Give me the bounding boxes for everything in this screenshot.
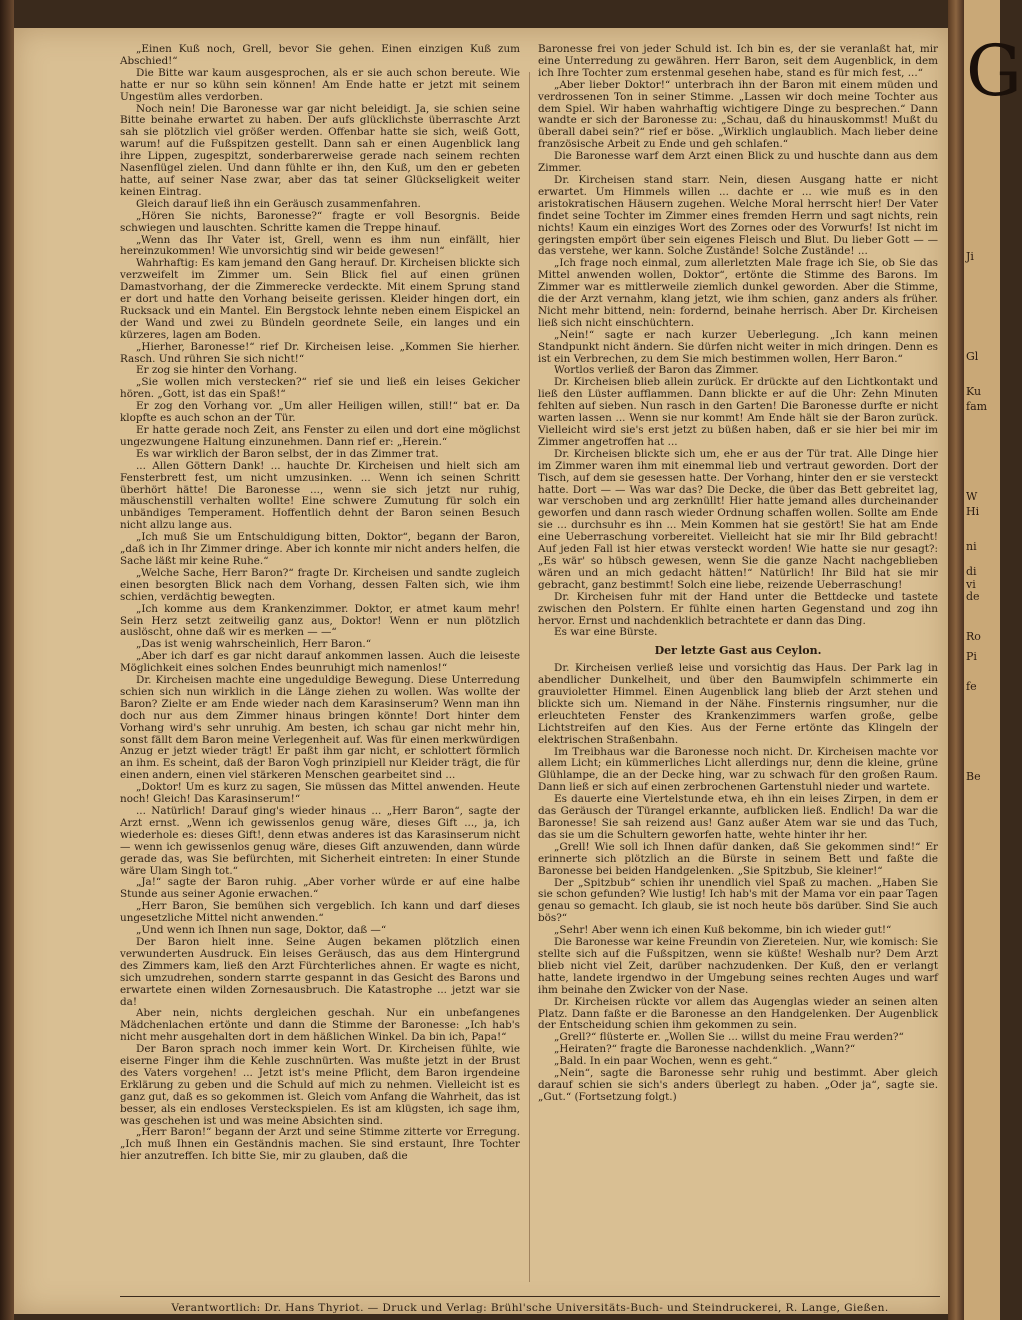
adjacent-page-fragment: vi <box>966 578 976 591</box>
paragraph: Dr. Kircheisen machte eine ungeduldige Bewegung. Diese Unterredung schien sich nun wirklich in die Länge ziehen zu wollen. Was wollte der Baron? Zielte er am Ende wieder nach dem Karasinserum? Wenn man ihn doch nur aus dem Zimmer hinaus bringen könnte! Dort hinter dem Vorhang wird's sehr unruhig. Am besten, ich schau gar nicht mehr hin, sonst fällt dem Baron meine Verlegenheit auf. Was für einen merkwürdigen Anzug er jetzt wieder trägt! Er paßt ihm gar nicht, er schlottert förmlich an ihm. Es scheint, daß der Baron Vogh prinzipiell nur Kleider trägt, die für einen andern, einen viel stärkeren Menschen gearbeitet sind ... <box>120 674 520 782</box>
paragraph: „Aber ich darf es gar nicht darauf ankommen lassen. Auch die leiseste Möglichkeit eines solchen Endes beunruhigt mich namenlos!“ <box>120 650 520 675</box>
paragraph: Noch nein! Die Baronesse war gar nicht beleidigt. Ja, sie schien seine Bitte beinahe erwartet zu haben. Der aufs glücklichste überraschte Arzt sah sie plötzlich viel größer werden. Offenbar hatte sie sich, weiß Gott, warum! auf die Fußspitzen gestellt. Dann sah er einen Augenblick lang ihre Lippen, zugespitzt, sonderbarerweise gerade nach seinem rechten Nasenflügel zielen. Und dann fühlte er ihn, den Kuß, um den er gebeten hatte, auf seiner Nase zwar, aber das tat seiner Glückseligkeit weiter keinen Eintrag. <box>120 102 520 198</box>
adjacent-page-fragment: fe <box>966 680 977 693</box>
paragraph: „Einen Kuß noch, Grell, bevor Sie gehen. Einen einzigen Kuß zum Abschied!“ <box>120 43 520 67</box>
paragraph: „Nein!“ sagte er nach kurzer Ueberlegung. „Ich kann meinen Standpunkt nicht ändern. Sie dürfen nicht weiter in mich dringen. Denn es ist ein Verbrechen, zu dem Sie mich bestimmen wollen, Herr Baron.“ <box>538 328 938 365</box>
adjacent-page-fragment: Hi <box>966 505 980 518</box>
paragraph: „Aber lieber Doktor!“ unterbrach ihn der Baron mit einem müden und verdrossenen Ton in seiner Stimme. „Lassen wir doch meine Tochter aus dem Spiel. Wir haben wahrhaftig wichtigere Dinge zu besprechen.“ Dann wandte er sich der Baronesse zu: „Schau, daß du hinauskommst! Mußt du überall dabei sein?“ rief er böse. „Wirklich unglaublich. Mach lieber deine französische Arbeit zu Ende und geh schlafen.“ <box>538 78 938 151</box>
paragraph: Die Baronesse war keine Freundin von Ziereteien. Nur, wie komisch: Sie stellte sich auf die Fußspitzen, wenn sie küßte! Weshalb nur? Dem Arzt blieb nicht viel Zeit, darüber nachzudenken. Der Kuß, den er verlangt hatte, landete irgendwo in der Umgebung seines rechten Auges und warf ihm beinahe den Zwicker von der Nase. <box>538 936 938 996</box>
paragraph: Die Bitte war kaum ausgesprochen, als er sie auch schon bereute. Wie hatte er nur so kühn sein können! Am Ende hatte er jetzt mit seinem Ungestüm alles verdorben. <box>120 66 520 103</box>
paragraph: „Herr Baron!“ begann der Arzt und seine Stimme zitterte vor Erregung. „Ich muß Ihnen ein Geständnis machen. Sie sind erstaunt, Ihre Tochter hier anzutreffen. Ich bitte Sie, mir zu glauben, daß die <box>120 1126 520 1163</box>
paragraph: „Das ist wenig wahrscheinlich, Herr Baron.“ <box>136 638 372 651</box>
paragraph: Es war wirklich der Baron selbst, der in das Zimmer trat. <box>136 447 439 460</box>
paragraph: Der Baron hielt inne. Seine Augen bekamen plötzlich einen verwunderten Ausdruck. Ein leises Geräusch, das aus dem Hintergrund des Zimmers kam, ließ den Arzt Fürchterliches ahnen. Er wagte es nicht, sich umzudrehen, sondern starrte gespannt in das Gesicht des Barons und erwartete einen wilden Zornesausbruch. Die Katastrophe ... jetzt war sie da! <box>120 935 520 1008</box>
paragraph: Dr. Kircheisen blieb allein zurück. Er drückte auf den Lichtkontakt und ließ den Lüster aufflammen. Dann blickte er auf die Uhr: Zehn Minuten fehlten auf sieben. Nun rasch in den Garten! Die Baronesse durfte er nicht warten lassen ... Wenn sie nur kommt! Am Ende hält sie der Baron zurück. Vielleicht wird sie's erst jetzt zu büßen haben, daß er sie hier bei mir im Zimmer angetroffen hat ... <box>538 376 938 448</box>
paragraph: Die Baronesse warf dem Arzt einen Blick zu und huschte dann aus dem Zimmer. <box>538 150 938 175</box>
paragraph: Aber nein, nichts dergleichen geschah. Nur ein unbefangenes Mädchenlachen ertönte und dann die Stimme der Baronesse: „Ich hab's nicht mehr ausgehalten dort in dem häßlichen Winkel. Da bin ich, Papa!“ <box>120 1007 520 1044</box>
paragraph: Wahrhaftig: Es kam jemand den Gang herauf. Dr. Kircheisen blickte sich verzweifelt im Zimmer um. Sein Blick fiel auf einen grünen Damastvorhang, der die Zimmerecke verdeckte. Mit einem Sprung stand er dort und hatte den Vorhang beiseite gerissen. Kleider hingen dort, ein Rucksack und ein Mantel. Ein Bergstock lehnte neben einem Eispickel an der Wand und zwei zu Bündeln geordnete Seile, ein langes und ein kürzeres, lagen am Boden. <box>120 257 520 341</box>
paragraph: Er hatte gerade noch Zeit, ans Fenster zu eilen und dort eine möglichst ungezwungene Haltung einzunehmen. Dann rief er: „Herein.“ <box>120 424 520 448</box>
column-divider <box>529 72 530 1282</box>
adjacent-page-fragment: Ro <box>966 630 981 643</box>
adjacent-page-fragment: ni <box>966 540 977 553</box>
adjacent-page-fragment: Ji <box>966 250 974 263</box>
paragraph: Dr. Kircheisen stand starr. Nein, diesen Ausgang hatte er nicht erwartet. Um Himmels willen ... dachte er ... wie muß es in den aristokratischen Häusern zugehen. Welche Moral herrscht hier! Der Vater findet seine Tochter im Zimmer eines fremden Herrn und sagt nichts, rein nichts! Kaum ein einziges Wort des Zornes oder des Vorwurfs! Ist nicht im geringsten empört über sein eigenes Fleisch und Blut. Du lieber Gott — — das verstehe, wer kann. Solche Zustände! Solche Zustände! ... <box>538 173 938 258</box>
paragraph: „Wenn das Ihr Vater ist, Grell, wenn es ihm nun einfällt, hier hereinzukommen! Wie unvorsichtig sind wir beide gewesen!“ <box>120 233 520 258</box>
section-title: Der letzte Gast aus Ceylon. <box>654 644 822 658</box>
paragraph: Es war eine Bürste. <box>554 626 658 639</box>
paragraph: Dr. Kircheisen rückte vor allem das Augenglas wieder an seinen alten Platz. Dann faßte er die Baronesse an den Handgelenken. Der Augenblick der Entscheidung schien ihm gekommen zu sein. <box>538 995 938 1032</box>
paragraph: Er zog sie hinter den Vorhang. <box>136 364 298 377</box>
footer-rule <box>120 1296 940 1297</box>
paragraph: „Sehr! Aber wenn ich einen Kuß bekomme, bin ich wieder gut!“ <box>554 924 892 937</box>
paragraph: Im Treibhaus war die Baronesse noch nicht. Dr. Kircheisen machte vor allem Licht; ein kümmerliches Licht allerdings nur, denn die kleine, grüne Glühlampe, die an der Decke hing, war zu schwach für den großen Raum. Dann ließ er sich auf einen zerbrochenen Gartenstuhl nieder und wartete. <box>538 745 938 794</box>
adjacent-page-fragment: fam <box>966 400 988 413</box>
paragraph: Der Baron sprach noch immer kein Wort. Dr. Kircheisen fühlte, wie eiserne Finger ihm die Kehle zuschnürten. Was mußte jetzt in der Brust des Vaters vorgehen! ... Jetzt ist's meine Pflicht, dem Baron irgendeine Erklärung zu geben und die Schuld auf mich zu nehmen. Vielleicht ist es ganz gut, daß es so gekommen ist. Gleich vom Anfang die Wahrheit, das ist besser, als ein endloses Versteckspielen. Es ist am klügsten, ich sage ihm, was geschehen ist und was meine Absichten sind. <box>120 1043 520 1127</box>
paragraph: „Ich frage noch einmal, zum allerletzten Male frage ich Sie, ob Sie das Mittel anwenden wollen, Doktor“, ertönte die Stimme des Barons. Im Zimmer war es mittlerweile ziemlich dunkel geworden. Aber die Stimme, die der Arzt vernahm, klang jetzt, wie ihm schien, ganz anders als früher. Nicht mehr bittend, nein: fordernd, beinahe herrisch. Aber Dr. Kircheisen ließ sich nicht einschüchtern. <box>538 257 938 329</box>
adjacent-page-fragment: W <box>966 490 978 503</box>
adjacent-page-fragment: Gl <box>966 350 979 363</box>
paragraph: Dr. Kircheisen fuhr mit der Hand unter die Bettdecke und tastete zwischen den Polstern. Er fühlte einen harten Gegenstand und zog ihn hervor. Ernst und nachdenklich betrachtete er dann das Ding. <box>538 590 938 627</box>
right-column-new-section-text <box>538 663 938 1104</box>
imprint-footer: Verantwortlich: Dr. Hans Thyriot. — Druck und Verlag: Brühl'sche Universitäts-Buch- und Steindruckerei, R. Lange, Gießen. <box>171 1302 889 1314</box>
adjacent-page-fragment: Ku <box>966 385 982 398</box>
paragraph: Gleich darauf ließ ihn ein Geräusch zusammenfahren. <box>136 197 421 210</box>
paragraph: „Ich komme aus dem Krankenzimmer. Doktor, er atmet kaum mehr! Sein Herz setzt zeitweilig ganz aus, Doktor! Wenn er nun plötzlich auslöscht, ohne daß wir es merken — —“ <box>120 602 520 639</box>
right-column-continued-text <box>538 44 938 639</box>
paragraph: „Doktor! Um es kurz zu sagen, Sie müssen das Mittel anwenden. Heute noch! Gleich! Das Karasinserum!“ <box>120 781 520 806</box>
adjacent-page-fragment: di <box>966 565 977 578</box>
page-fold-edge <box>948 0 964 1320</box>
adjacent-page-fragment: Be <box>966 770 981 783</box>
paragraph: „Heiraten?“ fragte die Baronesse nachdenklich. „Wann?“ <box>554 1043 856 1056</box>
adjacent-page-strip <box>964 0 1022 1320</box>
paragraph: „Ja!“ sagte der Baron ruhig. „Aber vorher würde er auf eine halbe Stunde aus seiner Agonie erwachen.“ <box>120 876 520 901</box>
scan-top-background <box>14 0 948 28</box>
paragraph: „Grell?“ flüsterte er. „Wollen Sie ... willst du meine Frau werden?“ <box>554 1031 904 1044</box>
paragraph: „Und wenn ich Ihnen nun sage, Doktor, daß —“ <box>136 924 387 937</box>
paragraph: Wortlos verließ der Baron das Zimmer. <box>554 364 759 377</box>
paragraph: Baronesse frei von jeder Schuld ist. Ich bin es, der sie veranlaßt hat, mir eine Unterredung zu gewähren. Herr Baron, seit dem Augenblick, in dem ich Ihre Tochter zum erstenmal gesehen habe, stand es für mich fest, ...“ <box>538 43 938 79</box>
paragraph: Es dauerte eine Viertelstunde etwa, eh ihn ein leises Zirpen, in dem er das Geräusch der Türangel erkannte, aufblicken ließ. Endlich! Da war die Baronesse! Sie sah reizend aus! Ganz außer Atem war sie und das Tuch, das sie um die Schultern geworfen hatte, wehte hinter ihr her. <box>538 793 938 841</box>
adjacent-page-fragment: G <box>966 30 1022 112</box>
paragraph: ... Allen Göttern Dank! ... hauchte Dr. Kircheisen und hielt sich am Fensterbrett fest, um nicht umzusinken. ... Wenn ich seinen Schritt überhört hätte! Die Baronesse ..., wenn sie sich jetzt nur ruhig, mäuschenstill verhalten wollte! Eine schwere Zumutung für solch ein unbändiges Temperament. Hoffentlich dehnt der Baron seinen Besuch nicht allzu lange aus. <box>120 459 520 532</box>
adjacent-page-fragment: Pi <box>966 650 977 663</box>
paragraph: „Welche Sache, Herr Baron?“ fragte Dr. Kircheisen und sandte zugleich einen besorgten Blick nach dem Vorhang, dessen Falten sich, wie ihm schien, verdächtig bewegten. <box>120 566 520 603</box>
left-text-column <box>120 44 520 1163</box>
paragraph: Dr. Kircheisen blickte sich um, ehe er aus der Tür trat. Alle Dinge hier im Zimmer waren ihm mit einemmal lieb und vertraut geworden. Dort der Tisch, auf dem sie gesessen hatte. Der Vorhang, hinter den er sie versteckt hatte. Dort — — Was war das? Die Decke, die über das Bett gebreitet lag, war verschoben und arg zerknüllt! Hier hatte jemand alles durcheinander geworfen und dann rasch wieder Ordnung schaffen wollen. Sollte am Ende sie ... durchsuhr es ihn ... Mein Kommen hat sie gestört! Sie hat am Ende eine Ueberraschung vorbereitet. Vielleicht hat sie mir Ihr Bild gebracht! Auf jeden Fall ist hier etwas versteckt worden! Wie hatte sie nur gesagt?: „Es wär' so hübsch gewesen, wenn Sie die ganze Nacht nachgeblieben wären und an mich gedacht hätten!“ Natürlich! Ihr Bild hat sie mir gebracht, ganz bestimmt! Solch eine liebe, reizende Ueberraschung! <box>538 447 938 591</box>
paragraph: „Bald. In ein paar Wochen, wenn es geht.“ <box>554 1055 778 1068</box>
book-binding <box>0 0 14 1320</box>
adjacent-page-fragment: de <box>966 590 980 603</box>
paragraph: „Herr Baron, Sie bemühen sich vergeblich. Ich kann und darf dieses ungesetzliche Mittel nicht anwenden.“ <box>120 900 520 925</box>
paragraph: ... Natürlich! Darauf ging's wieder hinaus ... „Herr Baron“, sagte der Arzt ernst. „Wenn ich gewissenlos genug wäre, dieses Gift ..., ja, ich wiederhole es: dieses Gift!, denn etwas anderes ist das Karasinserum nicht — wenn ich gewissenlos genug wäre, dieses Gift anzuwenden, dann würde gerade das, was Sie befürchten, mit Sicherheit eintreten: In einer Stunde wäre Ulam Singh tot.“ <box>120 805 520 877</box>
paragraph: Er zog den Vorhang vor. „Um aller Heiligen willen, still!“ bat er. Da klopfte es auch schon an der Tür. <box>120 400 520 425</box>
paragraph: „Hierher, Baronesse!“ rief Dr. Kircheisen leise. „Kommen Sie hierher. Rasch. Und rühren Sie sich nicht!“ <box>120 340 520 365</box>
paragraph: „Grell! Wie soll ich Ihnen dafür danken, daß Sie gekommen sind!“ Er erinnerte sich plötzlich an die Bürste in seinem Bett und faßte die Baronesse bei beiden Handgelenken. „Sie Spitzbub, Sie kleiner!“ <box>538 840 938 877</box>
paragraph: „Hören Sie nichts, Baronesse?“ fragte er voll Besorgnis. Beide schwiegen und lauschten. Schritte kamen die Treppe hinauf. <box>120 209 520 234</box>
right-text-column <box>538 44 938 1104</box>
paragraph: „Ich muß Sie um Entschuldigung bitten, Doktor“, begann der Baron, „daß ich in Ihr Zimmer dringe. Aber ich konnte mir nicht anders helfen, die Sache läßt mir keine Ruhe.“ <box>120 531 520 567</box>
paragraph: „Sie wollen mich verstecken?“ rief sie und ließ ein leises Gekicher hören. „Gott, ist das ein Spaß!“ <box>120 376 520 401</box>
paragraph: Dr. Kircheisen verließ leise und vorsichtig das Haus. Der Park lag in abendlicher Dunkelheit, und über den Baumwipfeln schimmerte ein grauvioletter Himmel. Einen Augenblick lang blieb der Arzt stehen und blickte sich um. Niemand in der Nähe. Finsternis ringsumher, nur die erleuchteten Fenster des Krankenzimmers warfen große, gelbe Lichtstreifen auf den Kies. Aus der Ferne ertönte das Klingeln der elektrischen Straßenbahn. <box>538 662 938 746</box>
paragraph: „Nein“, sagte die Baronesse sehr ruhig und bestimmt. Aber gleich darauf schien sie sich's anders überlegt zu haben. „Oder ja“, sagte sie. „Gut.“ (Fortsetzung folgt.) <box>538 1067 938 1103</box>
paragraph: Der „Spitzbub“ schien ihr unendlich viel Spaß zu machen. „Haben Sie sie schon gefunden? Wie lustig! Ich hab's mit der Mama vor ein paar Tagen genau so gemacht. Ich glaub, sie ist noch heute bös darüber. Sind Sie auch bös?“ <box>538 876 938 925</box>
